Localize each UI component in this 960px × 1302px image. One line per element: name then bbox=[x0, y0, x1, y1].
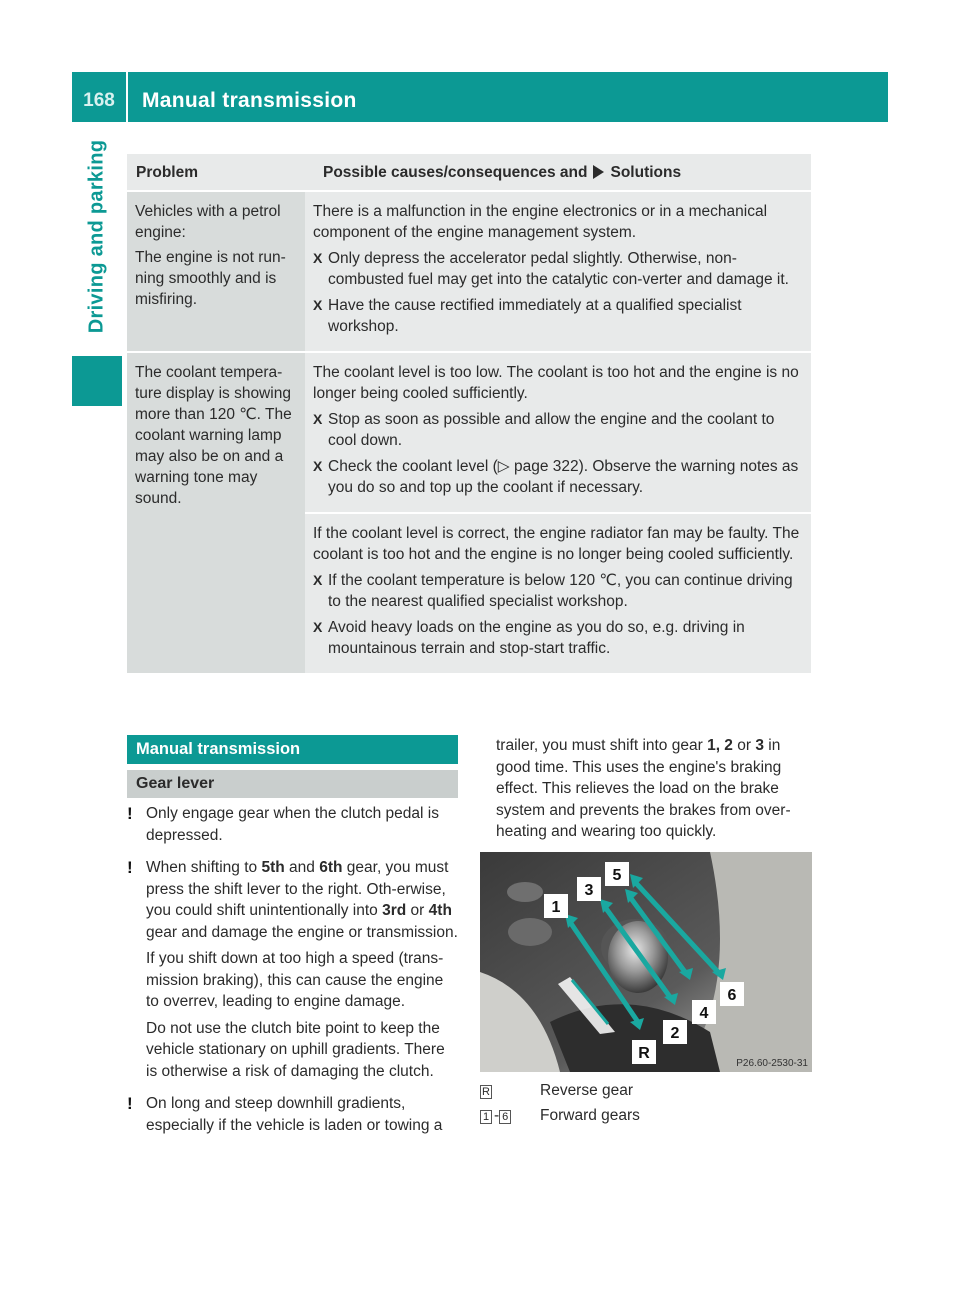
column-header-problem: Problem bbox=[136, 163, 199, 181]
gear-label-6: 6 bbox=[727, 987, 737, 1004]
step-x-icon: X bbox=[313, 297, 323, 313]
solution-cell bbox=[305, 353, 811, 673]
problem-text: Vehicles with a petrol engine: bbox=[135, 203, 281, 241]
problem-text: The engine is not run-ning smoothly and is misfiring. bbox=[135, 249, 286, 308]
legend-key: 1 - 6 bbox=[480, 1103, 540, 1128]
column-header-text: Possible causes/consequences and bbox=[323, 163, 588, 181]
legend-text: Forward gears bbox=[540, 1107, 640, 1124]
legend-text: Reverse gear bbox=[540, 1082, 634, 1099]
gear-lever-illustration bbox=[480, 852, 812, 1072]
exclamation-icon: ! bbox=[127, 804, 133, 823]
warning-text: Do not use the clutch bite point to keep the vehicle stationary on uphill gradients. There is otherwise a risk of damaging the clutch. bbox=[146, 1019, 445, 1080]
gear-label-2: 2 bbox=[670, 1025, 680, 1042]
step-item bbox=[313, 248, 805, 290]
gear-label-1: 1 bbox=[551, 899, 561, 916]
step-text: If the coolant temperature is below 120 ℃, you can continue driving to the nearest qualified specialist workshop. bbox=[328, 572, 793, 610]
troubleshooting-table bbox=[127, 154, 811, 673]
step-x-icon: X bbox=[313, 619, 323, 635]
chapter-tab bbox=[72, 122, 122, 350]
problem-cell bbox=[127, 353, 305, 673]
step-x-icon: X bbox=[313, 458, 323, 474]
gear-label-4: 4 bbox=[699, 1005, 709, 1022]
gear-label-r: R bbox=[638, 1045, 650, 1062]
gear-label-3: 3 bbox=[584, 882, 594, 899]
figure-code: P26.60-2530-31 bbox=[736, 1058, 808, 1069]
warning-text: On long and steep downhill gradients, especially if the vehicle is laden or towing a bbox=[146, 1095, 443, 1134]
step-x-icon: X bbox=[313, 250, 323, 266]
gear-label-5: 5 bbox=[612, 867, 622, 884]
gear-lever-figure bbox=[480, 852, 812, 1072]
chapter-marker bbox=[72, 356, 122, 406]
subsection-heading: Gear lever bbox=[127, 770, 458, 798]
warning-note bbox=[127, 857, 458, 1087]
right-column bbox=[496, 735, 812, 843]
cause-text: The coolant level is too low. The coolant is too hot and the engine is no longer being cooled sufficiently. bbox=[313, 364, 799, 402]
warning-text: Only engage gear when the clutch pedal is depressed. bbox=[146, 805, 439, 844]
exclamation-icon: ! bbox=[127, 1094, 133, 1113]
warning-note bbox=[127, 803, 458, 851]
step-item bbox=[313, 570, 805, 612]
action-arrow-icon bbox=[593, 165, 604, 179]
solution-block bbox=[305, 192, 811, 351]
section-heading: Manual transmission bbox=[127, 735, 458, 764]
cause-text: There is a malfunction in the engine electronics or in a mechanical component of the engine management system. bbox=[313, 203, 768, 241]
table-header bbox=[127, 154, 811, 190]
step-x-icon: X bbox=[313, 572, 323, 588]
warning-text: When shifting to 5th and 6th gear, you must press the shift lever to the right. Oth-erwise, you could shift unintentionally into 3rd or 4th gear and damage the engine or transmission. bbox=[146, 859, 458, 941]
chapter-tab-label: Driving and parking bbox=[85, 139, 108, 333]
step-item bbox=[313, 617, 805, 659]
step-item bbox=[313, 295, 805, 337]
figure-legend bbox=[480, 1078, 640, 1128]
step-text: Avoid heavy loads on the engine as you do so, e.g. driving in mountainous terrain and stop-start traffic. bbox=[328, 619, 745, 657]
legend-key: R bbox=[480, 1078, 540, 1103]
solution-block bbox=[305, 512, 811, 673]
step-item bbox=[313, 409, 805, 451]
column-header-text: Solutions bbox=[610, 163, 682, 181]
warning-text: If you shift down at too high a speed (trans-mission braking), this can cause the engine to overrev, leading to engine damage. bbox=[146, 950, 444, 1010]
exclamation-icon: ! bbox=[127, 858, 133, 877]
problem-text: The coolant tempera-ture display is showing more than 120 ℃. The coolant warning lamp may also be on and a warning tone may sound. bbox=[135, 364, 292, 507]
table-row bbox=[127, 351, 811, 673]
solution-block bbox=[305, 353, 811, 512]
page-header bbox=[72, 72, 888, 122]
step-text: Have the cause rectified immediately at a qualified specialist workshop. bbox=[328, 297, 742, 335]
page-title: Manual transmission bbox=[142, 89, 357, 112]
step-x-icon: X bbox=[313, 411, 323, 427]
legend-item bbox=[480, 1103, 640, 1128]
problem-cell bbox=[127, 192, 305, 351]
page-number: 168 bbox=[72, 72, 128, 122]
column-header-solutions bbox=[314, 162, 811, 183]
cause-text: If the coolant level is correct, the engine radiator fan may be faulty. The coolant is too hot and the engine is no longer being cooled sufficiently. bbox=[313, 525, 800, 563]
step-text: Only depress the accelerator pedal slightly. Otherwise, non-combusted fuel may get into the catalytic con-verter and damage it. bbox=[328, 250, 789, 288]
left-column bbox=[127, 735, 458, 1147]
step-item bbox=[313, 456, 805, 498]
step-text: Stop as soon as possible and allow the engine and the coolant to cool down. bbox=[328, 411, 775, 449]
step-text: Check the coolant level (▷ page 322). Observe the warning notes as you do so and top up the coolant if necessary. bbox=[328, 458, 799, 496]
table-row bbox=[127, 190, 811, 351]
legend-item bbox=[480, 1078, 640, 1103]
solution-cell bbox=[305, 192, 811, 351]
continuation-text: trailer, you must shift into gear 1, 2 or 3 in good time. This uses the engine's braking effect. This relieves the load on the brake system and prevents the brakes from over-heating and wearing too quickly. bbox=[496, 737, 791, 840]
warning-note bbox=[127, 1093, 458, 1141]
